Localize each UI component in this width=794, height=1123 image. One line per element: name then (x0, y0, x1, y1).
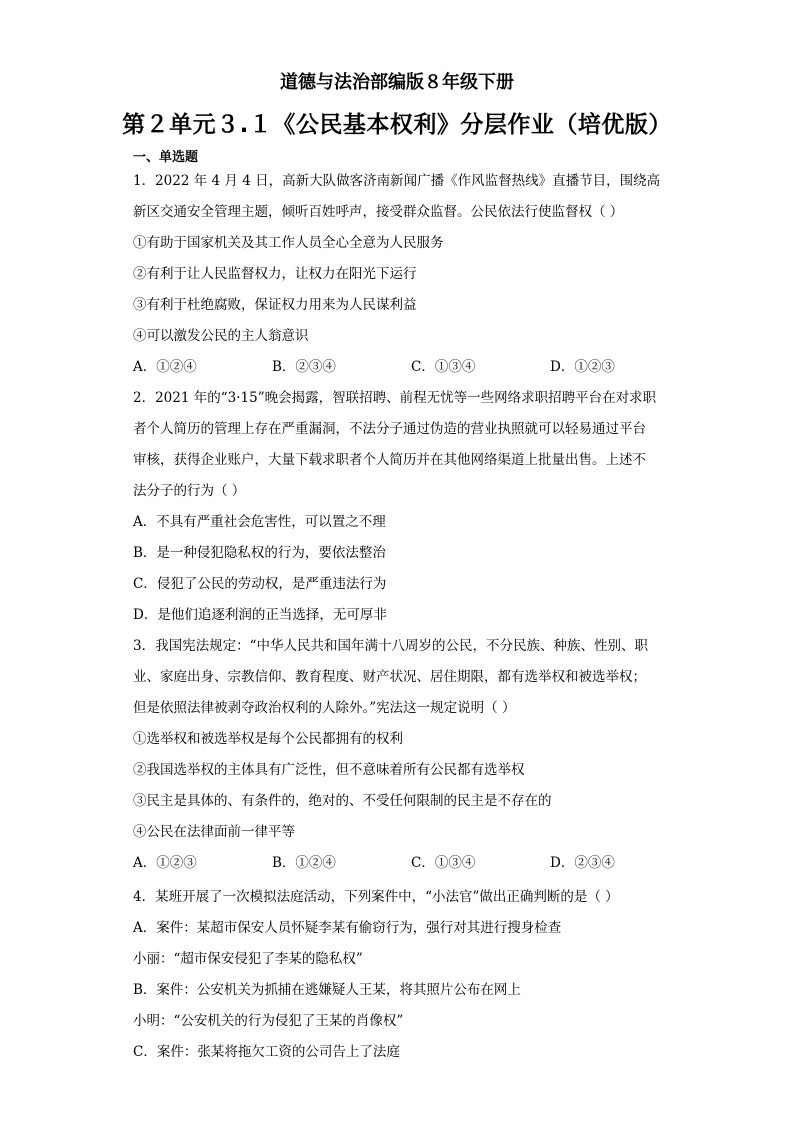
q1-line-4: ②有利于让人民监督权力，让权力在阳光下运行 (133, 266, 417, 282)
q3-line-3: 但是依照法律被剥夺政治权利的人除外。”宪法这一规定说明（ ） (133, 700, 516, 716)
q2-option-a: A．不具有严重社会危害性，可以置之不理 (133, 514, 386, 530)
q4-line-3: 小丽：“超市保安侵犯了李某的隐私权” (133, 951, 363, 967)
q2-line-2: 者个人简历的管理上存在严重漏洞，不法分子通过伪造的营业执照就可以轻易通过平台 (133, 421, 646, 437)
q3-option-a: A．①②③ (133, 855, 197, 871)
q2-line-3: 审核，获得企业账户，大量下载求职者个人简历并在其他网络渠道上批量出售。上述不 (133, 452, 646, 468)
q3-line-7: ④公民在法律面前一律平等 (133, 824, 295, 840)
q1-option-b: B．②③④ (272, 359, 336, 375)
q1-option-c: C．①③④ (411, 359, 476, 375)
q2-option-b: B．是一种侵犯隐私权的行为，要依法整治 (133, 545, 386, 561)
q2-line-4: 法分子的行为（ ） (133, 483, 246, 499)
document-title: 第２单元３.１《公民基本权利》分层作业（培优版） (122, 112, 672, 138)
q1-line-5: ③有利于杜绝腐败，保证权力用来为人民谋利益 (133, 297, 417, 313)
q3-line-4: ①选举权和被选举权是每个公民都拥有的权利 (133, 731, 403, 747)
q2-option-d: D．是他们追逐利润的正当选择，无可厚非 (133, 607, 387, 623)
q1-line-6: ④可以激发公民的主人翁意识 (133, 328, 309, 344)
q1-line-3: ①有助于国家机关及其工作人员全心全意为人民服务 (133, 235, 444, 251)
q4-line-2: A．案件：某超市保安人员怀疑李某有偷窃行为，强行对其进行搜身检查 (133, 920, 562, 936)
q4-line-5: 小明：“公安机关的行为侵犯了王某的肖像权” (133, 1013, 404, 1029)
q3-line-2: 业、家庭出身、宗教信仰、教育程度、财产状况、居住期限，都有选举权和被选举权； (133, 669, 646, 685)
q1-line-1: 1．2022 年 4 月 4 日，高新大队做客济南新闻广播《作风监督热线》直播节目，围绕高 (133, 173, 661, 189)
q2-line-1: 2．2021 年的“3·15”晚会揭露，智联招聘、前程无忧等一些网络求职招聘平台在对求职 (133, 390, 657, 406)
section-heading: 一、单选题 (133, 150, 199, 165)
q1-option-a: A．①②④ (133, 359, 197, 375)
q4-line-4: B．案件：公安机关为抓捕在逃嫌疑人王某，将其照片公布在网上 (133, 982, 521, 998)
q1-line-2: 新区交通安全管理主题，倾听百姓呼声，接受群众监督。公民依法行使监督权（ ） (133, 204, 624, 220)
q1-option-d: D．①②③ (550, 359, 615, 375)
q4-line-1: 4．某班开展了一次模拟法庭活动，下列案件中，“小法官”做出正确判断的是（ ） (133, 889, 619, 905)
q3-option-d: D．②③④ (550, 855, 615, 871)
q4-line-6: C．案件：张某将拖欠工资的公司告上了法庭 (133, 1044, 400, 1060)
document-subtitle: 道德与法治部编版８年级下册 (280, 72, 514, 93)
q3-line-1: 3．我国宪法规定：“中华人民共和国年满十八周岁的公民，不分民族、种族、性别、职 (133, 638, 648, 654)
q3-line-5: ②我国选举权的主体具有广泛性，但不意味着所有公民都有选举权 (133, 762, 525, 778)
q3-option-c: C．①③④ (411, 855, 476, 871)
q2-option-c: C．侵犯了公民的劳动权，是严重违法行为 (133, 576, 387, 592)
q3-line-6: ③民主是具体的、有条件的，绝对的、不受任何限制的民主是不存在的 (133, 793, 552, 809)
q3-option-b: B．①②④ (272, 855, 336, 871)
